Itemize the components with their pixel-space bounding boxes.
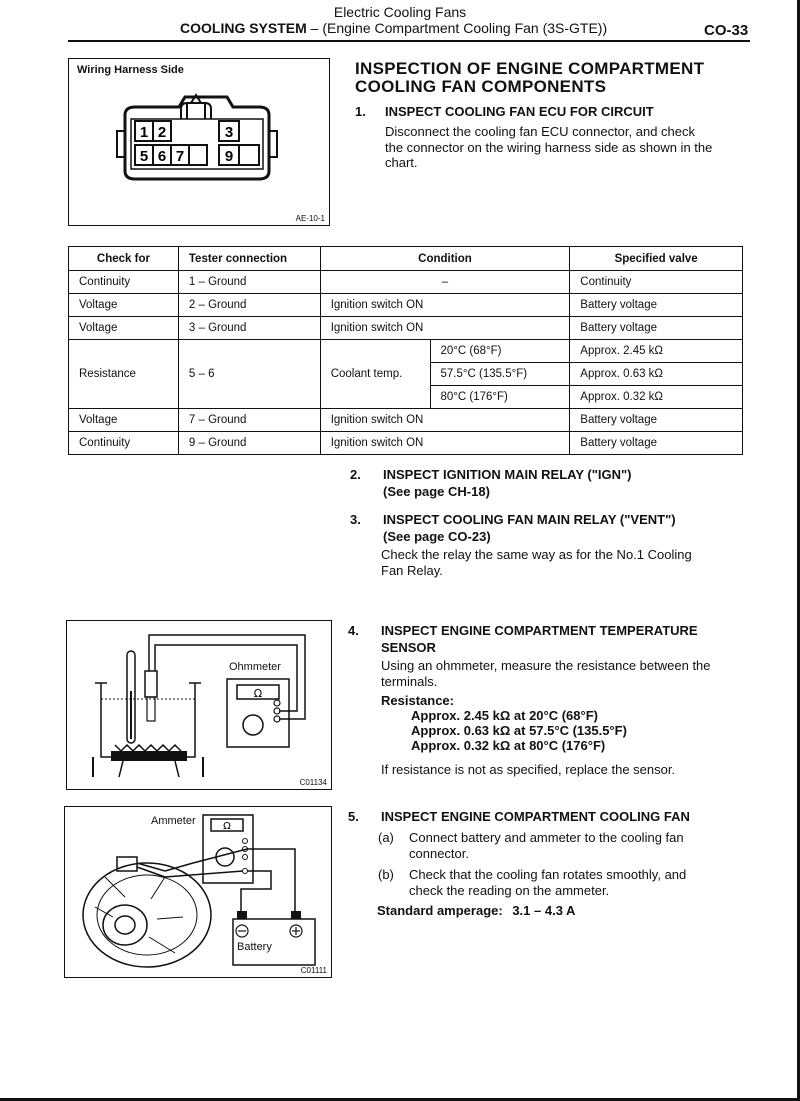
cell-condition: Coolant temp. <box>320 340 430 409</box>
cell-check: Continuity <box>69 271 179 294</box>
ohmmeter-drawing <box>67 621 333 791</box>
pin-1-label: 1 <box>139 124 149 141</box>
cell-tester: 3 – Ground <box>178 317 320 340</box>
table-row <box>69 409 743 432</box>
resistance-value: Approx. 0.63 kΩ at 57.5°C (135.5°F) <box>411 723 627 738</box>
header-rule <box>68 40 750 42</box>
cell-check: Continuity <box>69 432 179 455</box>
cell-spec: Continuity <box>570 271 743 294</box>
step-3-body <box>381 547 692 578</box>
cell-spec: Battery voltage <box>570 409 743 432</box>
resistance-values <box>411 708 627 753</box>
cell-check: Voltage <box>69 317 179 340</box>
step-4-number: 4. <box>348 623 359 638</box>
cell-condition: Ignition switch ON <box>320 294 570 317</box>
main-heading-line1: INSPECTION OF ENGINE COMPARTMENT <box>355 59 705 78</box>
step-5-number: 5. <box>348 809 359 824</box>
table-row <box>69 317 743 340</box>
step-4-note: If resistance is not as specified, replace the sensor. <box>381 762 676 777</box>
table-row <box>69 294 743 317</box>
ohmmeter-symbol: Ω <box>253 687 263 700</box>
table-row <box>69 432 743 455</box>
cell-tester: 9 – Ground <box>178 432 320 455</box>
step-3 <box>350 511 750 545</box>
step-5-a <box>378 830 748 861</box>
step-1-line: the connector on the wiring harness side as shown in the <box>385 139 713 155</box>
figure-title: Wiring Harness Side <box>77 64 184 76</box>
page-number: CO-33 <box>704 22 749 39</box>
step-5-b <box>378 867 748 898</box>
chapter-subtitle: – (Engine Compartment Cooling Fan (3S-GTE)) <box>306 20 608 36</box>
wiring-harness-figure <box>68 58 330 226</box>
spec-table <box>68 246 743 455</box>
table-row <box>69 271 743 294</box>
pin-9-label: 9 <box>224 148 234 165</box>
step-1-text: INSPECT COOLING FAN ECU FOR CIRCUIT <box>385 104 654 119</box>
step-4 <box>348 622 748 656</box>
step-5 <box>348 808 748 825</box>
step-1-line: Disconnect the cooling fan ECU connector, and check <box>385 124 696 139</box>
cell-tester: 1 – Ground <box>178 271 320 294</box>
cell-spec: Approx. 0.63 kΩ <box>570 363 743 386</box>
step-5-b-line: Check that the cooling fan rotates smoothly, and <box>409 867 687 882</box>
pin-2-label: 2 <box>157 124 167 141</box>
resistance-label: Resistance: <box>381 693 454 708</box>
cell-check: Voltage <box>69 409 179 432</box>
step-1-title <box>355 103 755 120</box>
header-condition: Condition <box>320 247 570 271</box>
step-2 <box>350 466 750 500</box>
cell-temp: 20°C (68°F) <box>430 340 570 363</box>
cell-spec: Battery voltage <box>570 432 743 455</box>
step-3-number: 3. <box>350 512 361 527</box>
ammeter-figure <box>64 806 332 978</box>
pin-3-label: 3 <box>224 124 234 141</box>
step-1-number: 1. <box>355 104 366 119</box>
step-5-title: INSPECT ENGINE COMPARTMENT COOLING FAN <box>381 809 690 824</box>
step-3-title: INSPECT COOLING FAN MAIN RELAY ("VENT") <box>383 512 676 527</box>
step-1-line: chart. <box>385 155 418 170</box>
pin-5-label: 5 <box>139 148 149 165</box>
cell-tester: 7 – Ground <box>178 409 320 432</box>
cell-condition: Ignition switch ON <box>320 317 570 340</box>
pin-6-label: 6 <box>157 148 167 165</box>
battery-label: Battery <box>237 941 272 953</box>
step-2-number: 2. <box>350 467 361 482</box>
cell-spec: Battery voltage <box>570 317 743 340</box>
step-5-a-line: connector. <box>409 845 469 861</box>
step-3-line: Check the relay the same way as for the No.1 Cooling <box>381 547 692 562</box>
figure-code: C01134 <box>299 778 327 787</box>
standard-amperage-value: 3.1 – 4.3 A <box>512 903 576 918</box>
step-5-b-line: check the reading on the ammeter. <box>409 882 610 898</box>
step-2-sub: (See page CH-18) <box>383 484 490 499</box>
standard-amperage <box>377 902 575 919</box>
cell-spec: Battery voltage <box>570 294 743 317</box>
step-2-title: INSPECT IGNITION MAIN RELAY ("IGN") <box>383 467 632 482</box>
cell-spec: Approx. 2.45 kΩ <box>570 340 743 363</box>
table-row <box>69 340 743 363</box>
pin-7-label: 7 <box>175 148 185 165</box>
cell-tester: 2 – Ground <box>178 294 320 317</box>
step-1-body <box>385 124 712 171</box>
chapter-title <box>180 20 607 36</box>
connector-drawing <box>69 59 331 227</box>
cell-check: Resistance <box>69 340 179 409</box>
step-4-line: Using an ohmmeter, measure the resistance between the <box>381 658 711 673</box>
header-check-for: Check for <box>69 247 179 271</box>
main-heading-line2: COOLING FAN COMPONENTS <box>355 77 607 96</box>
cell-condition: Ignition switch ON <box>320 409 570 432</box>
resistance-value: Approx. 2.45 kΩ at 20°C (68°F) <box>411 708 598 723</box>
ammeter-drawing <box>65 807 333 979</box>
cell-condition: Ignition switch ON <box>320 432 570 455</box>
header-spec: Specified valve <box>570 247 743 271</box>
ammeter-symbol: Ω <box>223 821 231 832</box>
step-4-title-line2: SENSOR <box>381 640 436 655</box>
main-heading <box>355 60 704 96</box>
cell-spec: Approx. 0.32 kΩ <box>570 386 743 409</box>
step-4-body <box>381 658 711 689</box>
ammeter-label: Ammeter <box>151 815 196 827</box>
header-tester: Tester connection <box>178 247 320 271</box>
cell-tester: 5 – 6 <box>178 340 320 409</box>
resistance-value: Approx. 0.32 kΩ at 80°C (176°F) <box>411 738 606 753</box>
table-header-row <box>69 247 743 271</box>
cell-temp: 57.5°C (135.5°F) <box>430 363 570 386</box>
section-title: Electric Cooling Fans <box>333 4 467 20</box>
cell-temp: 80°C (176°F) <box>430 386 570 409</box>
ohmmeter-figure <box>66 620 332 790</box>
ohmmeter-label: Ohmmeter <box>229 661 281 673</box>
standard-amperage-label: Standard amperage: <box>377 903 503 918</box>
step-4-title-line1: INSPECT ENGINE COMPARTMENT TEMPERATURE <box>381 623 698 638</box>
step-5-a-label: (a) <box>378 830 394 845</box>
figure-code: AE-10-1 <box>295 214 325 223</box>
figure-code: C01111 <box>300 966 327 975</box>
step-3-line: Fan Relay. <box>381 562 443 578</box>
chapter-name: COOLING SYSTEM <box>180 20 307 36</box>
step-5-b-label: (b) <box>378 867 394 882</box>
cell-check: Voltage <box>69 294 179 317</box>
cell-condition: – <box>320 271 570 294</box>
step-3-sub: (See page CO-23) <box>383 529 491 544</box>
step-5-a-line: Connect battery and ammeter to the cooling fan <box>409 830 684 845</box>
step-4-line: terminals. <box>381 673 438 689</box>
